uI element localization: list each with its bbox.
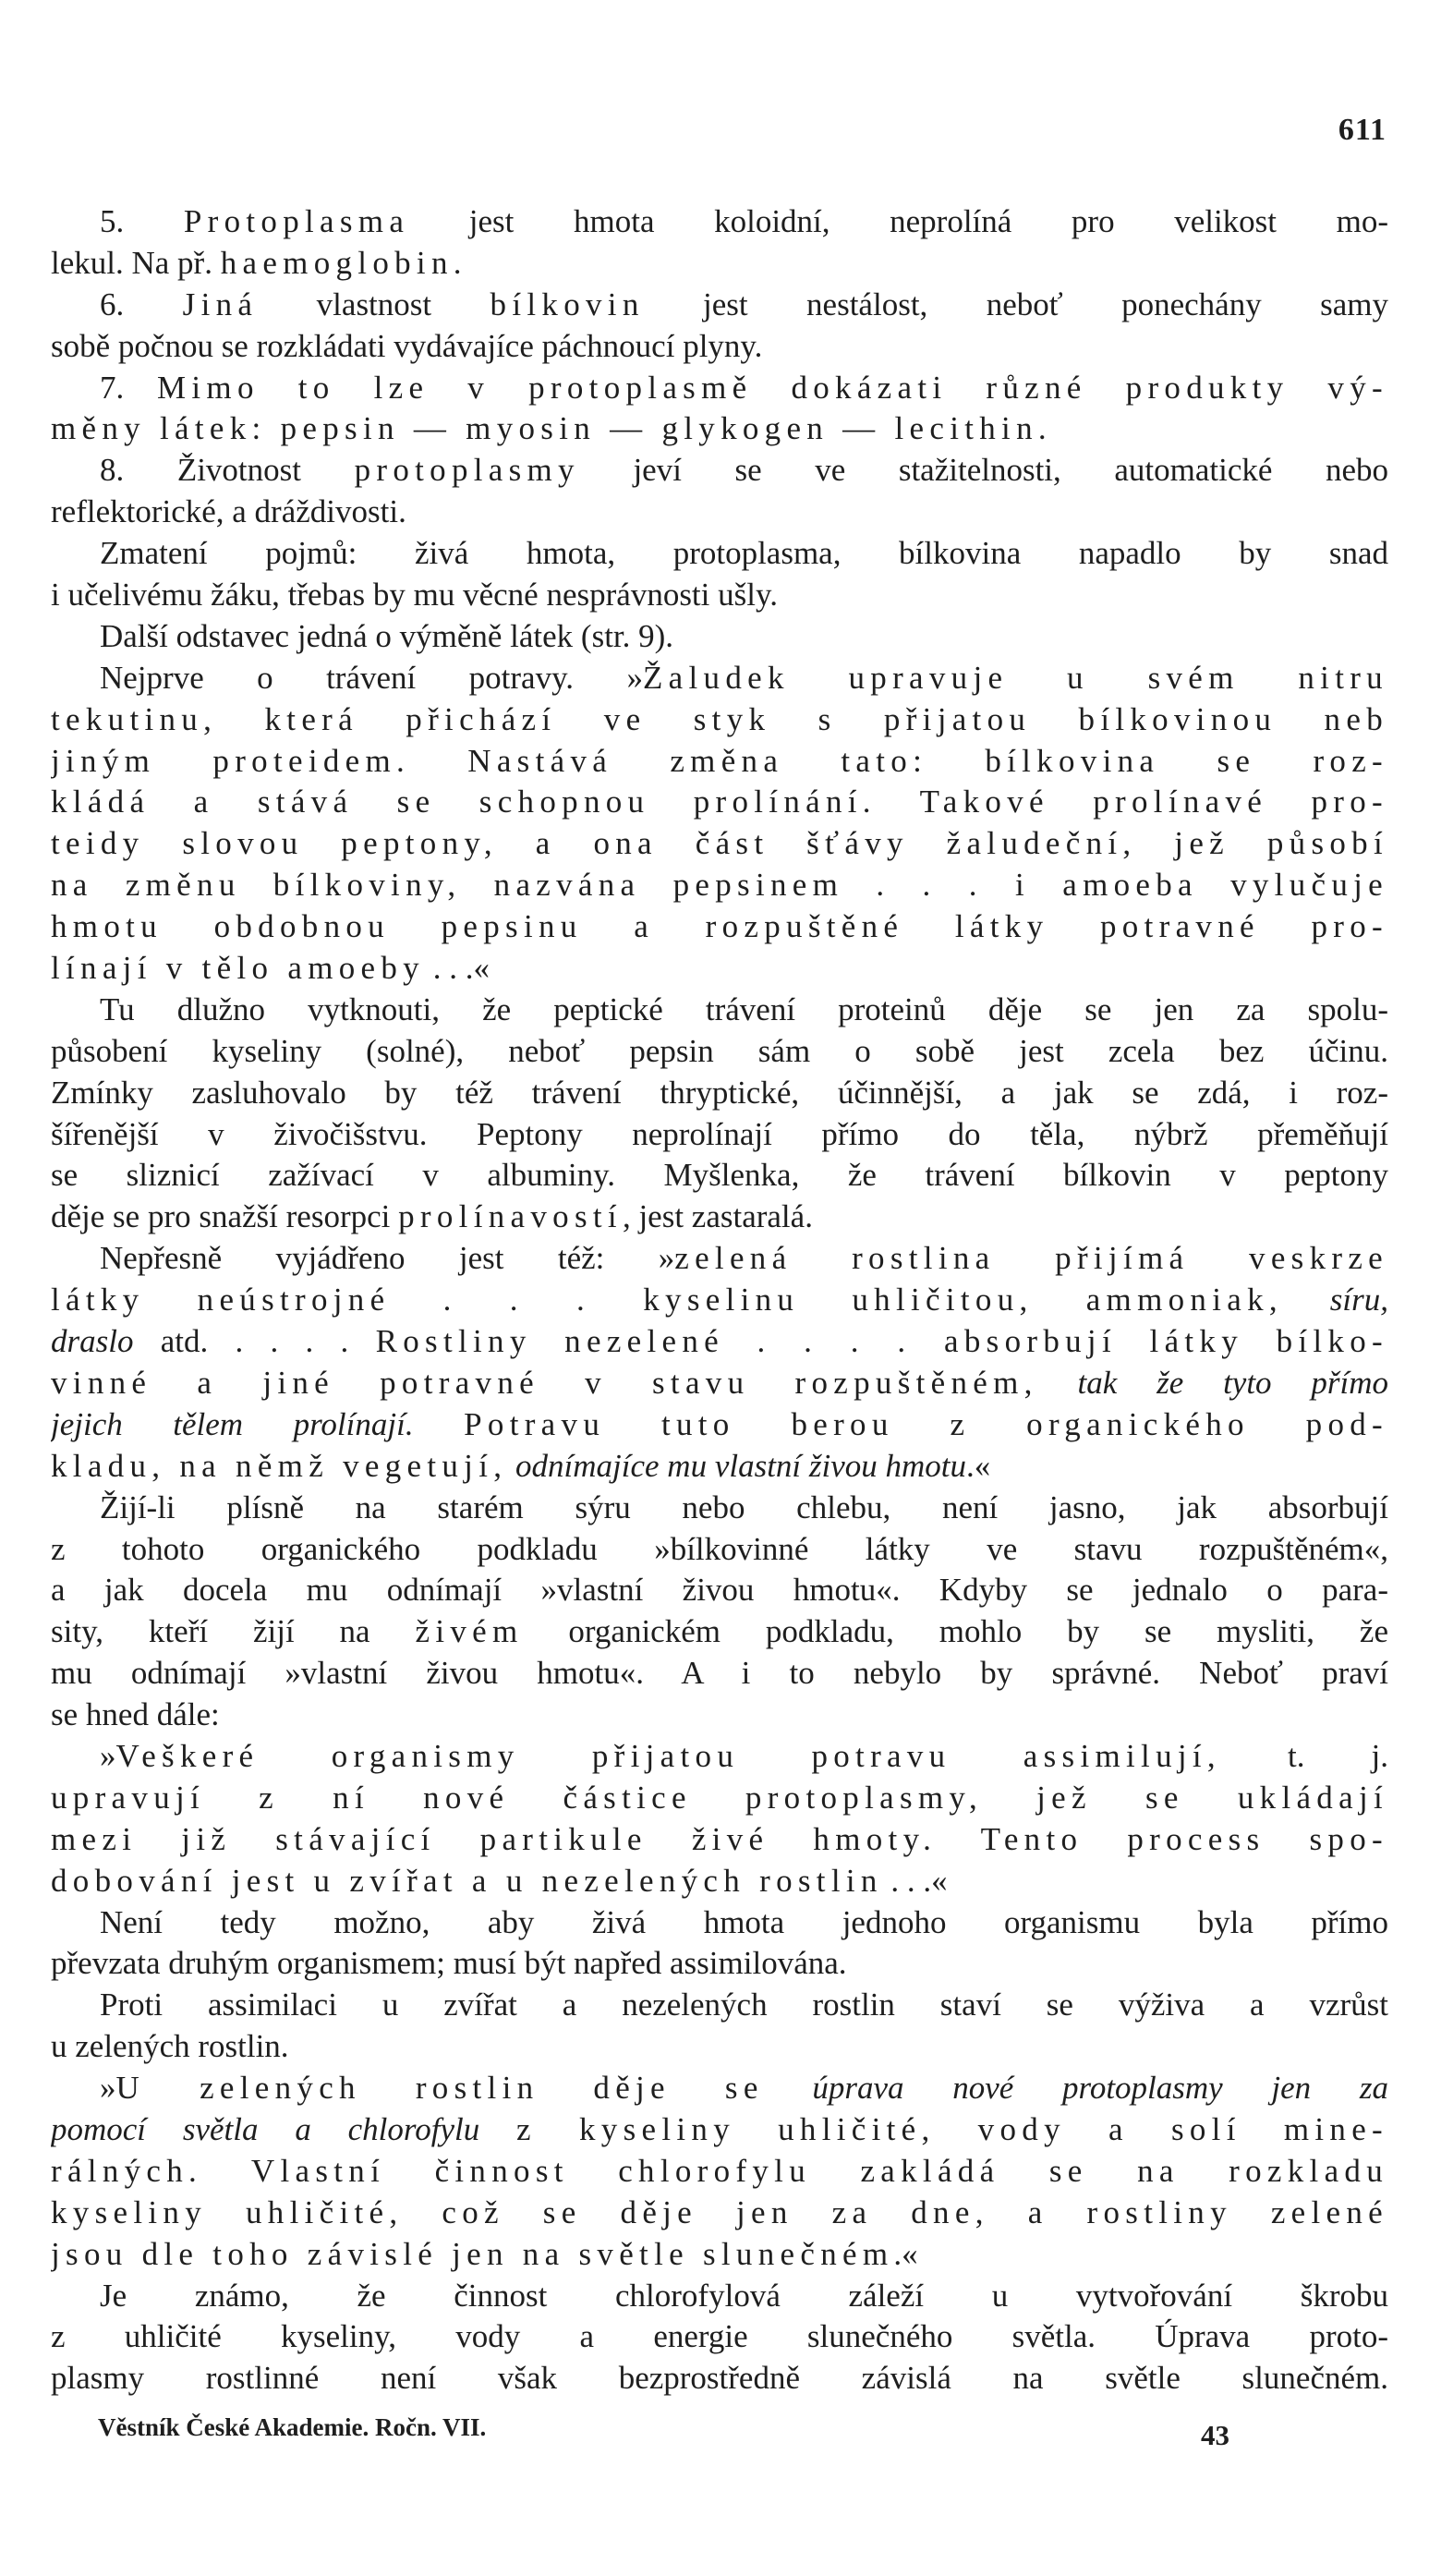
spaced-emphasis: Žaludek upravuje u svém nitru	[642, 659, 1388, 696]
text-segment: z tohoto organického podkladu »bílkovinné látky ve stavu rozpuštěném«,	[51, 1530, 1388, 1567]
text-segment: »	[100, 2070, 116, 2107]
spaced-emphasis: na změnu bílkoviny, nazvána pepsinem . . . i amoeba vylučuje	[51, 867, 1388, 904]
spaced-emphasis: dobování jest u zvířat a u nezelených rostlin	[51, 1862, 883, 1899]
text-segment: děje se pro snažší resorpci	[51, 1198, 399, 1235]
text-segment: .«	[893, 2235, 918, 2272]
text-segment: se hned dále:	[51, 1696, 220, 1733]
text-segment: Žijí-li plísně na starém sýru nebo chlebu, není jasno, jak absorbují	[100, 1488, 1388, 1525]
text-segment: 8. Životnost	[100, 452, 355, 489]
text-segment: 5.	[100, 203, 184, 239]
text-segment	[1038, 1365, 1078, 1401]
spaced-emphasis: kladu, na němž vegetují,	[51, 1447, 508, 1484]
text-line	[51, 492, 1388, 533]
text-line	[51, 1902, 1388, 1944]
text-line	[51, 1985, 1388, 2026]
spaced-emphasis: Potravu tuto berou z organického pod-	[464, 1405, 1388, 1442]
text-line	[51, 1778, 1388, 1819]
text-line	[51, 1155, 1388, 1197]
text-line	[51, 2068, 1388, 2109]
page-number: 611	[1338, 113, 1387, 147]
text-segment	[1283, 1282, 1330, 1318]
text-line	[51, 1736, 1388, 1778]
text-segment: plasmy rostlinné není však bezprostředně závislá na světle slunečném.	[51, 2360, 1388, 2397]
text-line	[51, 533, 1388, 575]
text-line	[51, 285, 1388, 326]
text-segment: Nejprve o trávení potravy. »	[100, 659, 643, 696]
text-segment: organickém podkladu, mohlo by se mysliti, že	[523, 1613, 1388, 1650]
spaced-emphasis: jiným proteidem. Nastává změna tato: bílkovina se roz-	[51, 742, 1388, 779]
text-line	[51, 408, 1388, 450]
text-segment: jest hmota koloidní, neprolíná pro velikost mo-	[409, 203, 1388, 239]
italic-emphasis: síru,	[1329, 1282, 1388, 1318]
text-line	[51, 782, 1388, 823]
text-segment	[414, 1406, 465, 1442]
text-segment: Zmatení pojmů: živá hmota, protoplasma, bílkovina napadlo by snad	[100, 535, 1388, 572]
text-segment: šířenější v živočišstvu. Peptony neprolínají přímo do těla, nýbrž přeměňují	[51, 1115, 1388, 1152]
text-line	[51, 1653, 1388, 1695]
text-segment: sity, kteří žijí na	[51, 1613, 416, 1650]
text-line	[51, 1611, 1388, 1653]
text-line	[51, 1529, 1388, 1571]
text-line	[51, 2234, 1388, 2276]
text-line	[51, 1114, 1388, 1156]
text-line	[51, 2358, 1388, 2400]
spaced-emphasis: haemoglobin	[220, 244, 454, 281]
text-line	[51, 1695, 1388, 1736]
text-segment: jeví se ve stažitelnosti, automatické nebo	[579, 452, 1388, 489]
text-segment: 7.	[100, 369, 157, 406]
text-segment: , jest zastaralá.	[622, 1198, 813, 1235]
text-line	[51, 1570, 1388, 1611]
text-segment: .	[1037, 410, 1047, 447]
text-segment: »	[100, 1737, 116, 1774]
spaced-emphasis: zelená rostlina přijímá veskrze	[674, 1240, 1388, 1277]
text-segment	[764, 2070, 813, 2106]
spaced-emphasis: prolínavostí	[398, 1198, 623, 1235]
text-segment: .	[453, 244, 462, 281]
text-line	[51, 2151, 1388, 2193]
spaced-emphasis: Mimo to lze v protoplasmě dokázati různé produkty vý-	[156, 369, 1388, 406]
text-segment: Proti assimilaci u zvířat a nezelených rostlin staví se výživa a vzrůst	[100, 1987, 1388, 2023]
text-segment: u zelených rostlin.	[51, 2028, 289, 2065]
text-segment: Tu dlužno vytknouti, že peptické trávení proteinů děje se jen za spolu-	[100, 990, 1388, 1027]
spaced-emphasis: mezi již stávající partikule živé hmoty. Tento process spo-	[51, 1820, 1388, 1857]
article-body	[51, 201, 1388, 2400]
text-segment: atd. . . . .	[133, 1323, 376, 1360]
text-line	[51, 616, 1388, 658]
italic-emphasis: draslo	[51, 1323, 134, 1360]
text-segment: vlastnost	[258, 286, 490, 322]
text-line	[51, 2276, 1388, 2317]
text-segment: lekul. Na př.	[51, 244, 221, 281]
text-segment: z uhličité kyseliny, vody a energie slunečného světla. Úprava proto-	[51, 2318, 1388, 2355]
sheet-number: 43	[1201, 2419, 1229, 2451]
text-line	[51, 1073, 1388, 1114]
text-segment: Je známo, že činnost chlorofylová záleží u vytvořování škrobu	[100, 2277, 1388, 2314]
text-segment: t. j.	[1220, 1737, 1388, 1774]
spaced-emphasis: kládá a stává se schopnou prolínání. Takové prolínavé pro-	[51, 784, 1388, 820]
text-line	[51, 658, 1388, 699]
spaced-emphasis: kyseliny uhličité, což se děje jen za dne, a rostliny zelené	[51, 2193, 1388, 2230]
text-segment: a jak docela mu odnímají »vlastní živou hmotu«. Kdyby se jednalo o para-	[51, 1572, 1388, 1609]
spaced-emphasis: rálných. Vlastní činnost chlorofylu zakládá se na rozkladu	[51, 2152, 1388, 2189]
spaced-emphasis: měny látek: pepsin — myosin — glykogen — lecithin	[51, 410, 1038, 447]
text-segment	[507, 1448, 515, 1484]
text-line	[51, 1943, 1388, 1985]
journal-footer: Věstník České Akademie. Ročn. VII.	[98, 2413, 487, 2441]
text-segment: Nepřesně vyjádřeno jest též: »	[100, 1240, 675, 1277]
text-line	[51, 1238, 1388, 1280]
text-line	[51, 2109, 1388, 2151]
text-segment: Další odstavec jedná o výměně látek (str. 9).	[100, 617, 674, 654]
text-line	[51, 1404, 1388, 1446]
text-line	[51, 450, 1388, 492]
spaced-emphasis: Jiná	[182, 286, 259, 322]
text-line	[51, 368, 1388, 409]
spaced-emphasis: látky neústrojné . . . kyselinu uhličitou, ammoniak,	[51, 1282, 1283, 1318]
text-line	[51, 990, 1388, 1031]
text-line	[51, 1280, 1388, 1321]
spaced-emphasis: Protoplasma	[183, 203, 410, 239]
text-line	[51, 2316, 1388, 2358]
spaced-emphasis: Veškeré organismy přijatou potravu assimilují,	[115, 1737, 1221, 1774]
spaced-emphasis: hmotu obdobnou pepsinu a rozpuštěné látky potravné pro-	[51, 908, 1388, 945]
text-line	[51, 741, 1388, 783]
spaced-emphasis: živém	[415, 1613, 524, 1650]
spaced-emphasis: protoplasmy	[354, 452, 580, 489]
spaced-emphasis: Rostliny nezelené . . . . absorbují látky bílko-	[375, 1323, 1388, 1360]
text-line	[51, 326, 1388, 368]
italic-emphasis: jejich tělem prolínají.	[51, 1405, 414, 1442]
spaced-emphasis: U zelených rostlin děje se	[115, 2070, 764, 2107]
text-line	[51, 1819, 1388, 1861]
spaced-emphasis: upravují z ní nové částice protoplasmy, jež se ukládají	[51, 1779, 1388, 1816]
text-segment: . . .«	[882, 1862, 948, 1899]
text-line	[51, 865, 1388, 906]
text-line	[51, 2026, 1388, 2068]
text-line	[51, 1197, 1388, 1238]
spaced-emphasis: línají v tělo amoeby	[51, 950, 425, 987]
text-line	[51, 948, 1388, 990]
text-segment: převzata druhým organismem; musí být napřed assimilována.	[51, 1945, 847, 1982]
text-line	[51, 1488, 1388, 1529]
italic-emphasis: odnímajíce mu vlastní živou hmotu	[515, 1447, 967, 1484]
text-line	[51, 823, 1388, 865]
text-segment: .«	[966, 1447, 991, 1484]
text-line	[51, 1861, 1388, 1902]
text-segment: působení kyseliny (solné), neboť pepsin sám o sobě jest zcela bez účinu.	[51, 1032, 1388, 1069]
spaced-emphasis: teidy slovou peptony, a ona část šťávy žaludeční, jež působí	[51, 825, 1388, 862]
text-segment: . . .«	[424, 950, 490, 987]
text-segment: i učelivému žáku, třebas by mu věcné nesprávnosti ušly.	[51, 577, 778, 614]
text-segment: 6.	[100, 286, 183, 322]
spaced-emphasis: vinné a jiné potravné v stavu rozpuštěném,	[51, 1364, 1038, 1401]
text-line	[51, 1446, 1388, 1488]
text-segment: reflektorické, a dráždivosti.	[51, 493, 406, 530]
text-line	[51, 243, 1388, 285]
text-line	[51, 1321, 1388, 1363]
italic-emphasis: pomocí světla a chlorofylu	[51, 2110, 480, 2147]
text-line	[51, 1031, 1388, 1073]
spaced-emphasis: tekutinu, která přichází ve styk s přijatou bílkovinou neb	[51, 700, 1388, 737]
text-segment	[479, 2111, 516, 2147]
spaced-emphasis: jsou dle toho závislé jen na světle slunečném	[51, 2235, 894, 2272]
text-line	[51, 699, 1388, 741]
text-segment: Není tedy možno, aby živá hmota jednoho organismu byla přímo	[100, 1903, 1388, 1940]
spaced-emphasis: bílkovin	[490, 286, 645, 322]
text-segment: Zmínky zasluhovalo by též trávení thryptické, účinnější, a jak se zdá, i roz-	[51, 1074, 1388, 1111]
italic-emphasis: tak že tyto přímo	[1077, 1364, 1388, 1401]
text-line	[51, 201, 1388, 243]
text-line	[51, 1363, 1388, 1404]
text-segment: jest nestálost, neboť ponechány samy	[644, 286, 1388, 322]
text-segment: sobě počnou se rozkládati vydávajíce páchnoucí plyny.	[51, 327, 763, 364]
spaced-emphasis: z kyseliny uhličité, vody a solí mine-	[516, 2110, 1388, 2147]
italic-emphasis: úprava nové protoplasmy jen za	[812, 2070, 1388, 2107]
text-segment: se sliznicí zažívací v albuminy. Myšlenka, že trávení bílkovin v peptony	[51, 1157, 1388, 1194]
text-line	[51, 906, 1388, 948]
text-line	[51, 2193, 1388, 2234]
text-segment: mu odnímají »vlastní živou hmotu«. A i to nebylo by správné. Neboť praví	[51, 1655, 1388, 1692]
text-line	[51, 575, 1388, 616]
